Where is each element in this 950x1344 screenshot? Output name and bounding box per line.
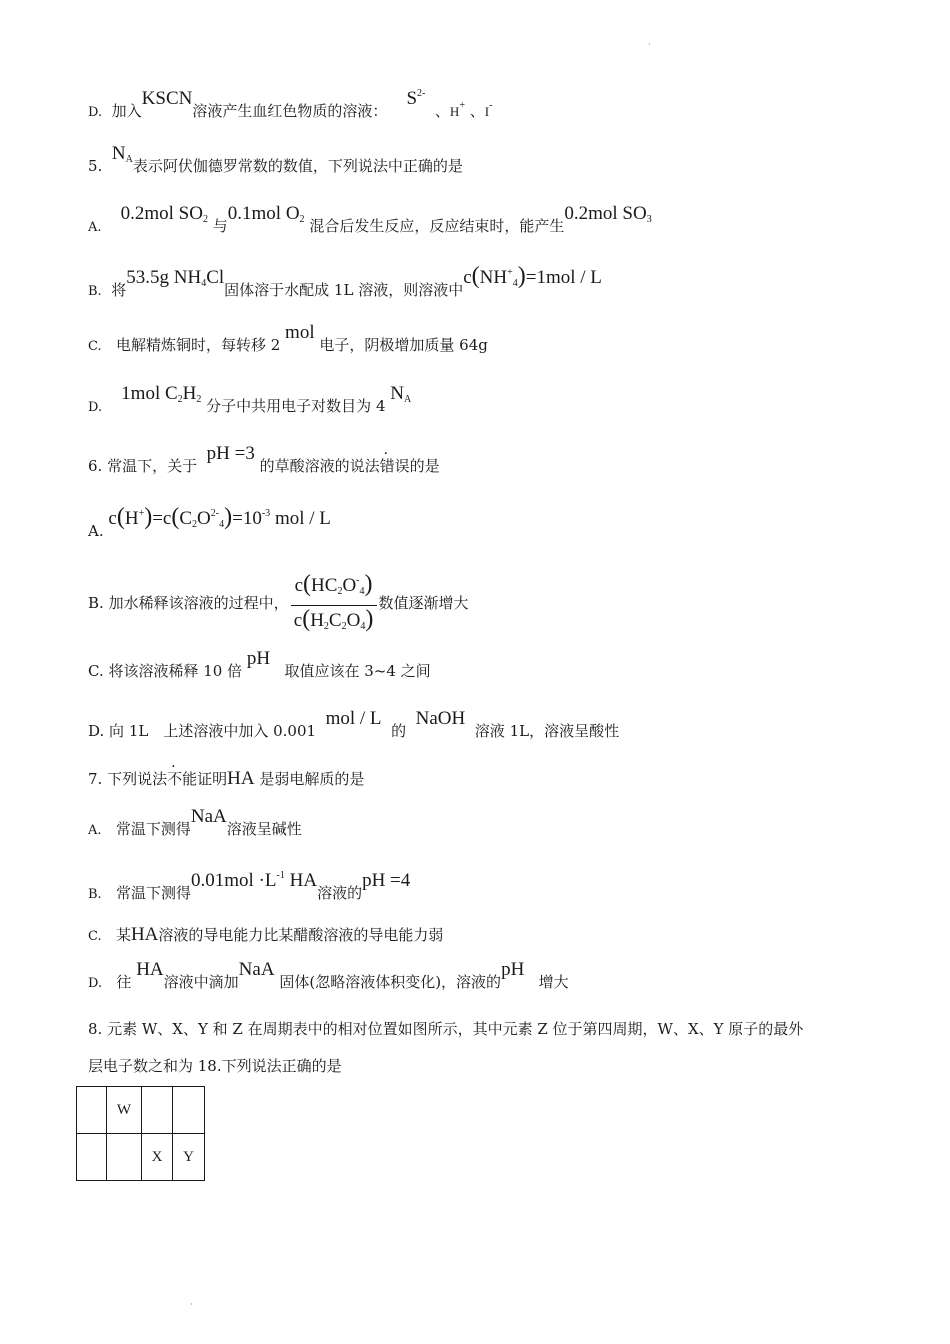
emphasis-dots: 不能	[167, 770, 198, 788]
emphasis-dots: 错误	[379, 457, 410, 475]
q6-option-c: C. 将该溶液稀释 10 倍 pH 取值应该在 3~4 之间	[88, 648, 431, 680]
concentration-ratio: $\frac{c(HC_2O^-_4)}{c(H_2C_2O_4)}$	[291, 570, 377, 638]
q7-option-c: C. 某HA溶液的导电能力比某醋酸溶液的导电能力弱	[88, 924, 444, 945]
periodic-table-fragment	[76, 1086, 205, 1181]
q6-option-b: B. 加水稀释该溶液的过程中， $\frac{c(HC_2O^-_4)}{c(H_2C_2O_4)}$ 数值逐渐增大	[88, 570, 469, 638]
q6-option-a: A. $c(H^+)=c(C_2O^{2-}_4)=10^{-3}$ mol / L	[88, 504, 331, 540]
table-cell: X	[142, 1134, 173, 1181]
table-cell	[77, 1134, 107, 1181]
q7-option-b: B. 常温下测得$0.01mol \cdot L^{-1}$ HA溶液的pH =4	[88, 870, 411, 902]
table-cell: Y	[173, 1134, 205, 1181]
q7-stem: 7. 下列说法不能证明HA 是弱电解质的是	[88, 768, 365, 789]
table-cell	[107, 1134, 142, 1181]
table-cell	[77, 1087, 107, 1134]
table-row	[77, 1087, 205, 1134]
page-mark-bottom: ·	[190, 1300, 193, 1309]
q5-stem: 5. $N_A$表示阿伏伽德罗常数的数值，下列说法中正确的是	[88, 143, 463, 175]
table-row	[77, 1134, 205, 1181]
table-cell	[142, 1087, 173, 1134]
q5-option-b: B. 将53.5g $NH_4Cl$固体溶于水配成 1L 溶液，则溶液中$c(NH^+_4)=1mol / L$	[88, 263, 602, 299]
q8-stem-line2: 层电子数之和为 18.下列说法正确的是	[88, 1057, 342, 1075]
q6-stem: 6. 常温下，关于 pH =3 的草酸溶液的说法错误的是	[88, 443, 440, 475]
q5-option-a: A. 0.2mol $SO_2$ 与0.1mol $O_2$ 混合后发生反应，反应结束时，能产生0.2mol $SO_3$	[88, 203, 652, 235]
table-cell: W	[107, 1087, 142, 1134]
q4-option-d: D. 加入KSCN溶液产生血红色物质的溶液： $S^{2-}$ 、H+ 、I-	[88, 88, 493, 120]
table-cell	[173, 1087, 205, 1134]
q5-option-d: D. 1mol $C_2H_2$ 分子中共用电子对数目为 4 $N_A$	[88, 383, 412, 415]
q5-option-c: C. 电解精炼铜时，每转移 2 mol 电子，阴极增加质量 64g	[88, 322, 488, 354]
page-mark-top: ·	[648, 40, 651, 49]
q6-option-d: D. 向 1L 上述溶液中加入 0.001 mol / L 的 NaOH 溶液 1L，溶液呈酸性	[88, 708, 620, 740]
q7-option-a: A. 常温下测得NaA溶液呈碱性	[88, 806, 302, 838]
q8-stem-line1: 8. 元素 W、X、Y 和 Z 在周期表中的相对位置如图所示，其中元素 Z 位于第四周期，W、X、Y 原子的最外	[88, 1020, 804, 1038]
q7-option-d: D. 往 HA溶液中滴加NaA 固体(忽略溶液体积变化)，溶液的pH 增大	[88, 959, 569, 991]
